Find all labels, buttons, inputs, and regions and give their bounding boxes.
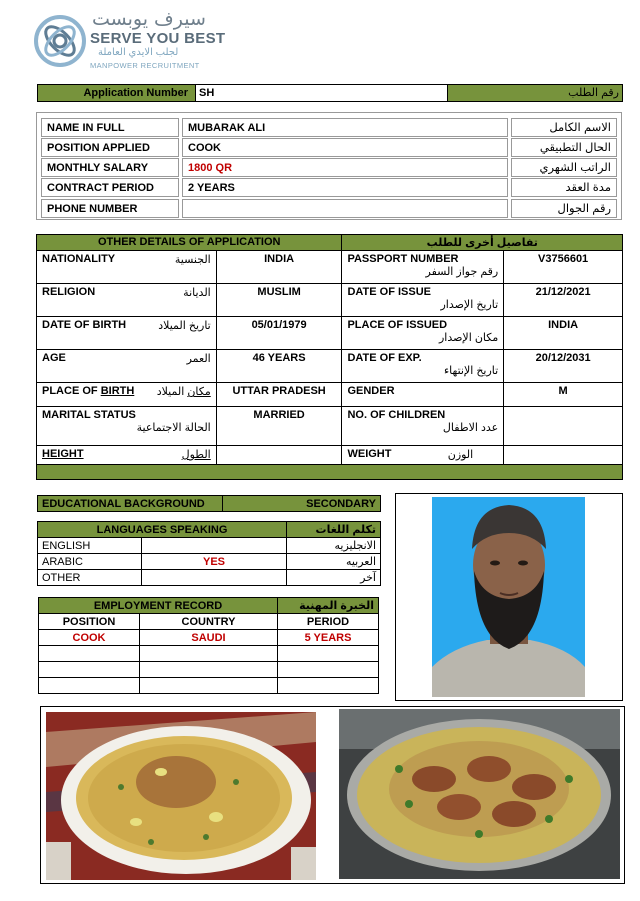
personal-label-ar: مدة العقد bbox=[511, 178, 617, 197]
other-details-header-ar: تفاصيل أخرى للطلب bbox=[342, 235, 623, 251]
employment-cell bbox=[278, 678, 379, 694]
place-issued-label: PLACE OF ISSUED مكان الإصدار bbox=[342, 317, 504, 350]
employment-table bbox=[38, 597, 379, 694]
weight-value bbox=[504, 446, 623, 465]
date-issue-label: DATE OF ISSUE تاريخ الإصدار bbox=[342, 284, 504, 317]
personal-row bbox=[37, 118, 621, 137]
personal-value bbox=[182, 199, 508, 218]
language-name-ar: العربيه bbox=[287, 554, 381, 570]
place-issued-value: INDIA bbox=[504, 317, 623, 350]
logo-arabic-text: سيرف يوبست bbox=[92, 8, 206, 30]
employment-cell bbox=[278, 646, 379, 662]
dob-value: 05/01/1979 bbox=[216, 317, 342, 350]
marital-value: MARRIED bbox=[216, 407, 342, 446]
personal-value: 1800 QR bbox=[182, 158, 508, 177]
personal-row bbox=[37, 158, 621, 177]
education-label: EDUCATIONAL BACKGROUND bbox=[38, 496, 223, 512]
languages-header-ar: تكلم اللغات bbox=[287, 522, 381, 538]
employment-cell bbox=[140, 646, 278, 662]
personal-info-box bbox=[36, 112, 622, 220]
application-number-label: Application Number bbox=[83, 87, 188, 99]
nationality-label: NATIONALITY الجنسية bbox=[37, 251, 217, 284]
employment-row bbox=[39, 630, 379, 646]
application-number-bar bbox=[37, 84, 623, 102]
personal-label: NAME IN FULL bbox=[41, 118, 179, 137]
applicant-photo bbox=[432, 497, 585, 697]
employment-column-header: POSITION bbox=[39, 614, 140, 630]
date-exp-label: DATE OF EXP. تاريخ الإنتهاء bbox=[342, 350, 504, 383]
personal-value: 2 YEARS bbox=[182, 178, 508, 197]
employment-cell bbox=[278, 662, 379, 678]
height-label: HEIGHT الطول bbox=[37, 446, 217, 465]
logo-english-subtext: MANPOWER RECRUITMENT bbox=[90, 61, 200, 70]
personal-row bbox=[37, 138, 621, 157]
application-number-label-ar: رقم الطلب bbox=[568, 87, 619, 99]
logo-arabic-subtext: لجلب الايدي العاملة bbox=[98, 47, 179, 58]
employment-cell bbox=[39, 646, 140, 662]
employment-header-ar: الخبرة المهنية bbox=[278, 598, 379, 614]
personal-label: PHONE NUMBER bbox=[41, 199, 179, 218]
date-issue-value: 21/12/2021 bbox=[504, 284, 623, 317]
marital-label: MARITAL STATUS الحالة الاجتماعية bbox=[37, 407, 217, 446]
children-value bbox=[504, 407, 623, 446]
employment-column-header: COUNTRY bbox=[140, 614, 278, 630]
education-value: SECONDARY bbox=[223, 496, 381, 512]
other-details-footer-bar bbox=[37, 465, 623, 480]
language-name: ARABIC bbox=[38, 554, 142, 570]
age-value: 46 YEARS bbox=[216, 350, 342, 383]
employment-cell bbox=[140, 662, 278, 678]
languages-header: LANGUAGES SPEAKING bbox=[38, 522, 287, 538]
employment-cell bbox=[39, 678, 140, 694]
religion-value: MUSLIM bbox=[216, 284, 342, 317]
gender-label: GENDER bbox=[342, 383, 504, 407]
language-value bbox=[142, 570, 287, 586]
children-label: NO. OF CHILDREN عدد الاطفال bbox=[342, 407, 504, 446]
other-details-table bbox=[36, 234, 623, 480]
passport-value: V3756601 bbox=[504, 251, 623, 284]
employment-row bbox=[39, 662, 379, 678]
dish-photo-2 bbox=[339, 709, 620, 879]
employment-cell bbox=[140, 678, 278, 694]
place-birth-value: UTTAR PRADESH bbox=[216, 383, 342, 407]
nationality-value: INDIA bbox=[216, 251, 342, 284]
personal-label: MONTHLY SALARY bbox=[41, 158, 179, 177]
other-details-header: OTHER DETAILS OF APPLICATION bbox=[37, 235, 342, 251]
education-table bbox=[37, 495, 381, 512]
personal-label-ar: الحال التطبيقي bbox=[511, 138, 617, 157]
languages-table bbox=[37, 521, 381, 586]
employment-row bbox=[39, 646, 379, 662]
passport-label: PASSPORT NUMBER رقم جواز السفر bbox=[342, 251, 504, 284]
employment-cell: 5 YEARS bbox=[278, 630, 379, 646]
personal-label: CONTRACT PERIOD bbox=[41, 178, 179, 197]
age-label: AGE العمر bbox=[37, 350, 217, 383]
personal-value: COOK bbox=[182, 138, 508, 157]
employment-row bbox=[39, 678, 379, 694]
personal-value: MUBARAK ALI bbox=[182, 118, 508, 137]
language-row bbox=[38, 570, 381, 586]
application-number-value: SH bbox=[195, 85, 448, 101]
personal-row bbox=[37, 178, 621, 197]
language-name-ar: الانجليزيه bbox=[287, 538, 381, 554]
employment-column-header: PERIOD bbox=[278, 614, 379, 630]
place-birth-label: PLACE OF BIRTH مكان الميلاد bbox=[37, 383, 217, 407]
language-row bbox=[38, 538, 381, 554]
personal-label: POSITION APPLIED bbox=[41, 138, 179, 157]
language-name-ar: آخر bbox=[287, 570, 381, 586]
employment-cell bbox=[39, 662, 140, 678]
height-value bbox=[216, 446, 342, 465]
language-name: ENGLISH bbox=[38, 538, 142, 554]
employment-cell: SAUDI bbox=[140, 630, 278, 646]
language-row bbox=[38, 554, 381, 570]
company-logo-icon bbox=[33, 14, 87, 68]
employment-header: EMPLOYMENT RECORD bbox=[39, 598, 278, 614]
language-value bbox=[142, 538, 287, 554]
language-value: YES bbox=[142, 554, 287, 570]
dish-photo-1 bbox=[46, 712, 316, 880]
language-name: OTHER bbox=[38, 570, 142, 586]
personal-row bbox=[37, 199, 621, 218]
personal-label-ar: الاسم الكامل bbox=[511, 118, 617, 137]
employment-cell: COOK bbox=[39, 630, 140, 646]
weight-label: WEIGHT الوزن bbox=[342, 446, 504, 465]
dob-label: DATE OF BIRTH تاريخ الميلاد bbox=[37, 317, 217, 350]
religion-label: RELIGION الديانة bbox=[37, 284, 217, 317]
logo-english-text: SERVE YOU BEST bbox=[90, 30, 226, 47]
gender-value: M bbox=[504, 383, 623, 407]
personal-label-ar: الراتب الشهري bbox=[511, 158, 617, 177]
date-exp-value: 20/12/2031 bbox=[504, 350, 623, 383]
personal-label-ar: رقم الجوال bbox=[511, 199, 617, 218]
